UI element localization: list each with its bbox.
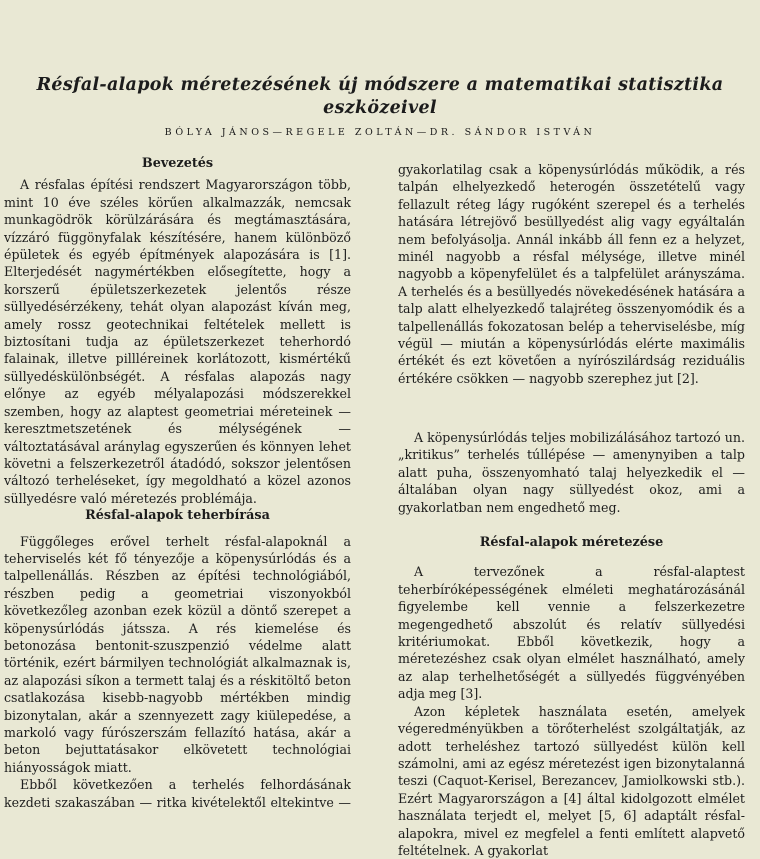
section-heading-bearing: Résfal-alapok teherbírása [85,508,270,524]
design-paragraph-1: A tervezőnek a résfal-alaptest teherbíróképességének elméleti meghatározásánál figyelembe kell vennie a felszerkezetre megengedhető abszolút és relatív süllyedési kritériumokat. Ebből következik, hogy a méretezéshez csak olyan elmélet használható, amely az alap terhelhetőségét a süllyedés függvényében adja meg [3]. [398,564,745,702]
right-column [398,161,745,859]
article-authors: BÓLYA JÁNOS—REGELE ZOLTÁN—DR. SÁNDOR ISTVÁN [164,127,596,138]
section-heading-intro: Bevezetés [141,156,214,171]
design-paragraph-2: Azon képletek használata esetén, amelyek végeredményükben a törőterhelést szolgáltatják, az adott terheléshez tartozó süllyedést külön kell számolni, ami az egész méretezést igen bizonytalanná teszi (Caquot-Kerisel, Berezancev, Jamiolkowski stb.). Ezért Magyarországon a [4] által kidolgozott elmélet használata terjedt el, melyet [5, 6] adaptált résfal-alapokra, mivel ez megfelel a fenti említett alapvető feltételnek. A gyakorlat [398,703,745,858]
intro-paragraph: A résfalas építési rendszert Magyarországon több, mint 10 éve széles körűen alkalmazzák, nemcsak munkagödrök körülzárására és megtámasztására, vízzáró függönyfalak készítésére, hanem különböző épületek és egyéb építmények alapozására is [1]. Elterjedését nagymértékben elősegítette, hogy a korszerű épületszerkezetek jelentős része süllyedésérzékeny, tehát olyan alapozást kíván meg, amely rossz geotechnikai feltételek mellett is biztosítani tudja az épületszerkezet teherhordó falainak, illetve pillléreinek korlátozott, kismértékű süllyedéskülönbségét. A résfalas alapozás nagy előnye az egyéb mélyalapozási módszerekkel szemben, hogy az alaptest geometriai méreteinek — keresztmetszetének és mélységének — változtatásával aránylag egyszerűen és könnyen lehet követni a felszerkezetről átadódó, sokszor jelentősen változó terheléseket, így megoldható a közel azonos süllyedésre való méretezés problémája. [4,177,351,506]
bearing-paragraph-2-continued [398,161,745,425]
bearing-paragraph-2: Ebből következően a terhelés felhordásának kezdeti szakaszában — ritka kivételektől eltekintve — [4,777,351,810]
section-heading-design: Résfal-alapok méretezése [479,535,664,551]
bearing-paragraph-2-tail: gyakorlatilag csak a köpenysúrlódás működik, a rés talpán elhelyezkedő heterogén összetételű vagy fellazult réteg lágy rugóként szerepel és a terhelés hatására létrejövő besüllyedést alig vagy egyáltalán nem befolyásolja. Annál inkább áll fenn ez a helyzet, minél nagyobb a résfal mélysége, illetve minél nagyobb a köpenyfelület és a talpfelület arányszáma. A terhelés és a besüllyedés növekedésének hatására a talp alatt elhelyezkedő talajréteg összenyomódik és a talpellenállás fokozatosan belép a teherviselésbe, míg végül — miután a köpenysúrlódás elérte maximális értékét és ezt követően a nyírószilárdság reziduális értékére csökken — nagyobb szerephez jut [2]. [398,162,745,386]
article-title: Résfal-alapok méretezésének új módszere a matematikai statisztika eszközeivel [36,75,724,118]
left-column [4,155,351,811]
bearing-paragraph-3: A köpenysúrlódás teljes mobilizálásához tartozó un. „kritikus” terhelés túllépése — amenynyiben a talp alatt puha, összenyomható talaj helyezkedik el — általában olyan nagy süllyedést okoz, ami a gyakorlatban nem engedhető meg. [398,430,745,515]
bearing-paragraph-1: Függőleges erővel terhelt résfal-alapoknál a teherviselés két fő tényezője a köpenysúrlódás és a talpellenállás. Részben az építési technológiából, részben pedig a geometriai viszonyokból következőleg azonban ezek közül a döntő szerepet a köpenysúrlódás játssza. A rés kiemelése és betonozása bentonit-szuszpenzió védelme alatt történik, ezért bármilyen technológiát alkalmaznak is, az alapozási síkon a termett talaj és a réskitöltő beton csatlakozása kisebb-nagyobb mértékben mindig bizonytalan, akár a szennyezett zagy kiülepedése, a markoló vagy fúrószerszám fellazító hatása, akár a beton bejuttatásakor elkövetett technológiai hiányosságok miatt. [4,533,351,775]
